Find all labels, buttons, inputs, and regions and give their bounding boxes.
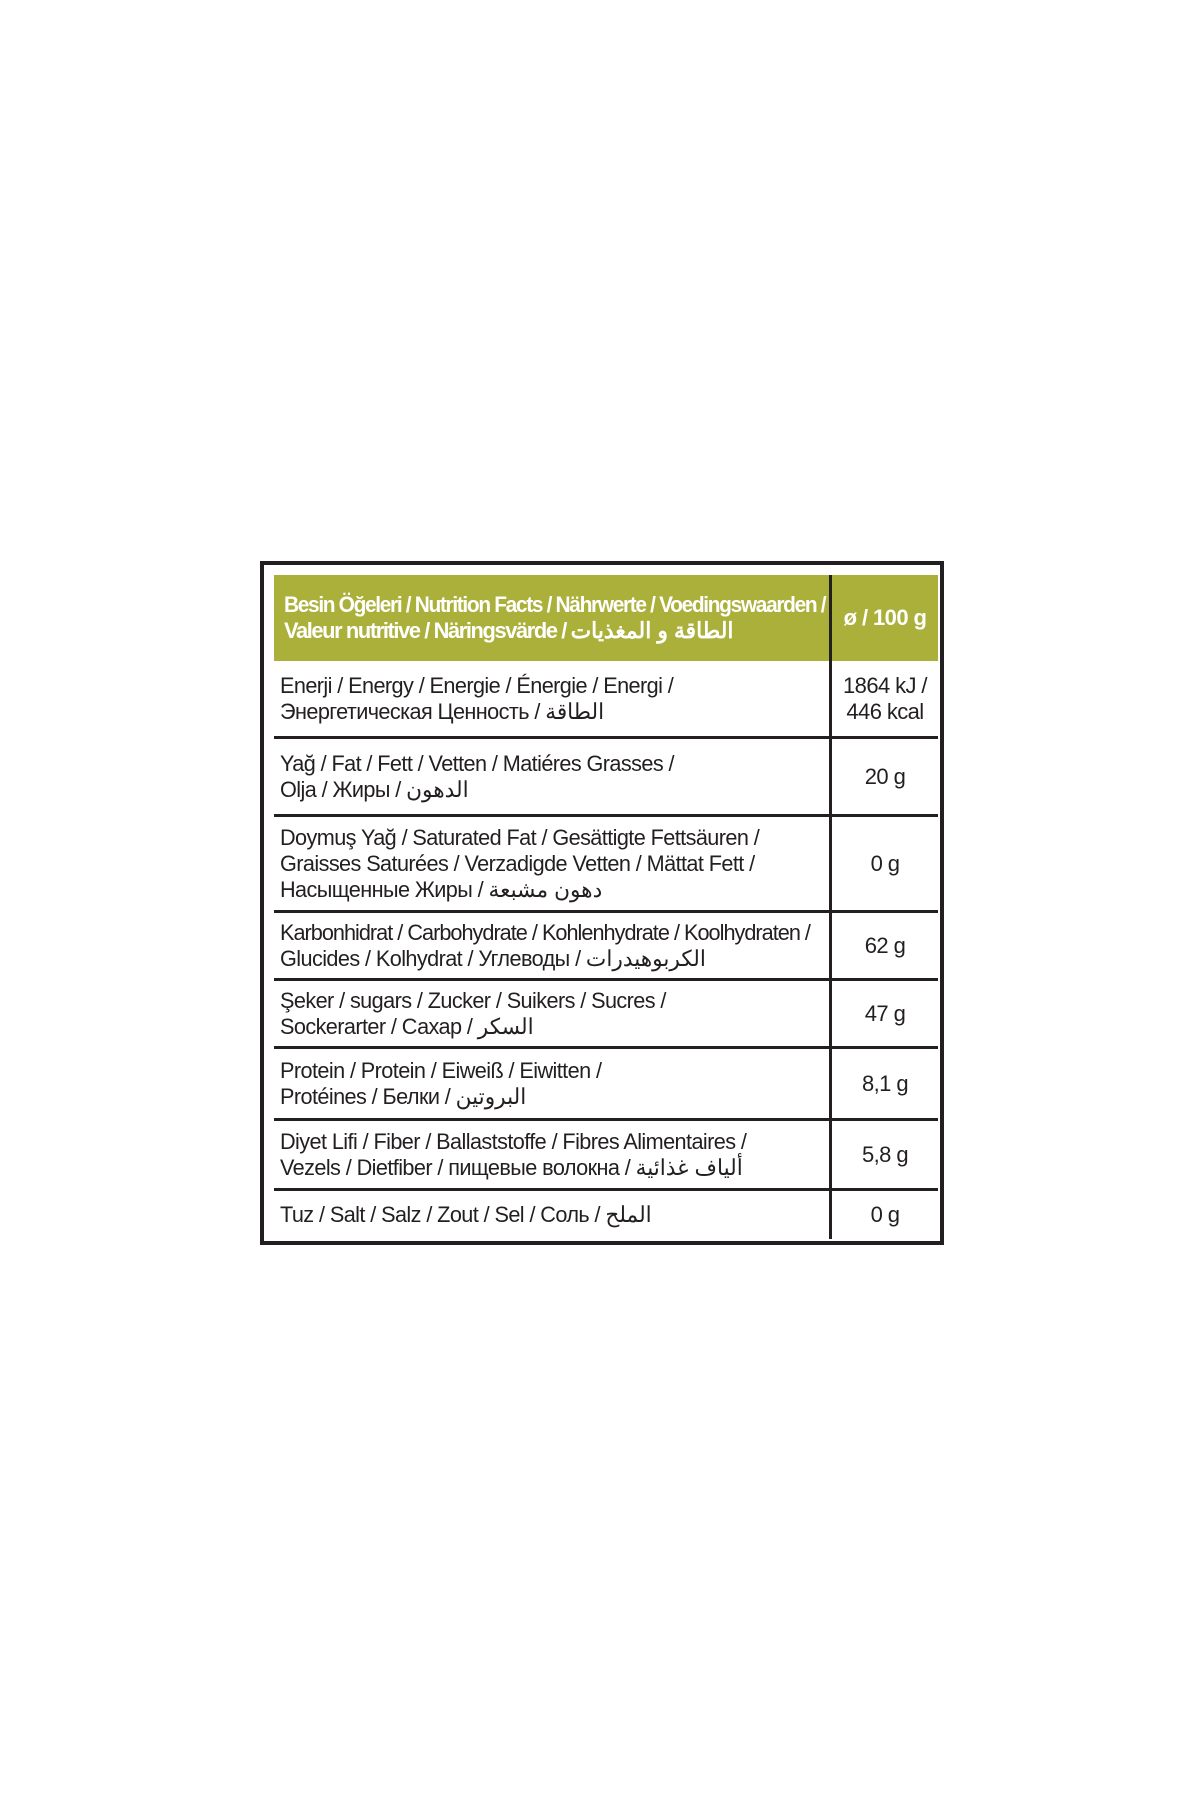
nutrient-name-line-1: Tuz / Salt / Salz / Zout / Sel / Соль / الملح [280,1202,652,1227]
nutrient-value [832,981,938,1049]
nutrient-name [274,739,829,817]
nutrient-value [832,739,938,817]
value-line-2: 446 kcal [846,698,924,724]
nutrient-name [274,817,829,913]
nutrient-name [274,661,829,739]
nutrient-name [274,913,829,981]
nutrient-name-line-2: Энергетическая Ценность / الطاقة [280,698,605,724]
table-header-row [274,575,938,661]
nutrient-name-line-2: Protéines / Белки / البروتين [280,1083,527,1109]
header-per-100g [832,575,938,661]
value-line-1: 1864 kJ / [843,672,927,698]
nutrient-name-line-2: Graisses Saturées / Verzadigde Vetten / Mättat Fett / [280,850,755,876]
nutrient-name-line-2: Olja / Жиры / الدهون [280,776,469,802]
nutrient-name-line-2: Glucides / Kolhydrat / Углеводы / الكربوهيدرات [280,945,706,971]
per-100g-label: ø / 100 g [843,605,927,630]
nutrient-name [274,1191,829,1239]
nutrient-name-line-1: Karbonhidrat / Carbohydrate / Kohlenhydrate / Koolhydraten / [280,919,810,945]
nutrient-name-line-3: Насыщенные Жиры / دهون مشبعة [280,876,603,902]
table-row-saturated-fat [274,817,938,913]
nutrient-name-line-1: Doymuş Yağ / Saturated Fat / Gesättigte Fettsäuren / [280,824,760,850]
value-line-1: 47 g [864,1000,906,1026]
nutrient-name-line-2: Sockerarter / Сахар / السكر [280,1013,534,1039]
value-line-1: 8,1 g [862,1070,908,1096]
value-line-1: 0 g [870,850,900,876]
nutrient-value [832,1191,938,1239]
nutrient-name [274,981,829,1049]
nutrient-name-line-1: Yağ / Fat / Fett / Vetten / Matiéres Grasses / [280,750,674,776]
value-line-1: 0 g [870,1202,900,1227]
nutrition-facts-table [260,561,944,1245]
nutrient-name [274,1121,829,1191]
nutrient-value [832,913,938,981]
nutrient-value [832,661,938,739]
table-row-fiber [274,1121,938,1191]
nutrient-value [832,817,938,913]
nutrient-name-line-1: Diyet Lifi / Fiber / Ballaststoffe / Fibres Alimentaires / [280,1128,747,1154]
header-line-2: Valeur nutritive / Näringsvärde / الطاقة و المغذيات [284,618,734,643]
table-row-sugars [274,981,938,1049]
value-line-1: 20 g [864,763,906,789]
nutrient-name-line-2: Vezels / Dietfiber / пищевые волокна / ألياف غذائية [280,1154,743,1180]
table-row-carbohydrate [274,913,938,981]
nutrient-name-line-1: Şeker / sugars / Zucker / Suikers / Sucres / [280,987,666,1013]
nutrient-name-line-1: Enerji / Energy / Energie / Énergie / Energi / [280,672,674,698]
table-row-salt [274,1191,938,1239]
nutrient-value [832,1049,938,1121]
table-row-fat [274,739,938,817]
header-nutrients-label [274,575,829,661]
nutrient-name-line-1: Protein / Protein / Eiweiß / Eiwitten / [280,1057,602,1083]
header-line-1: Besin Öğeleri / Nutrition Facts / Nährwerte / Voedingswaarden / [284,592,826,617]
value-line-1: 5,8 g [862,1141,908,1167]
table-row-protein [274,1049,938,1121]
nutrient-value [832,1121,938,1191]
value-line-1: 62 g [864,932,906,958]
nutrient-name [274,1049,829,1121]
table-row-energy [274,661,938,739]
